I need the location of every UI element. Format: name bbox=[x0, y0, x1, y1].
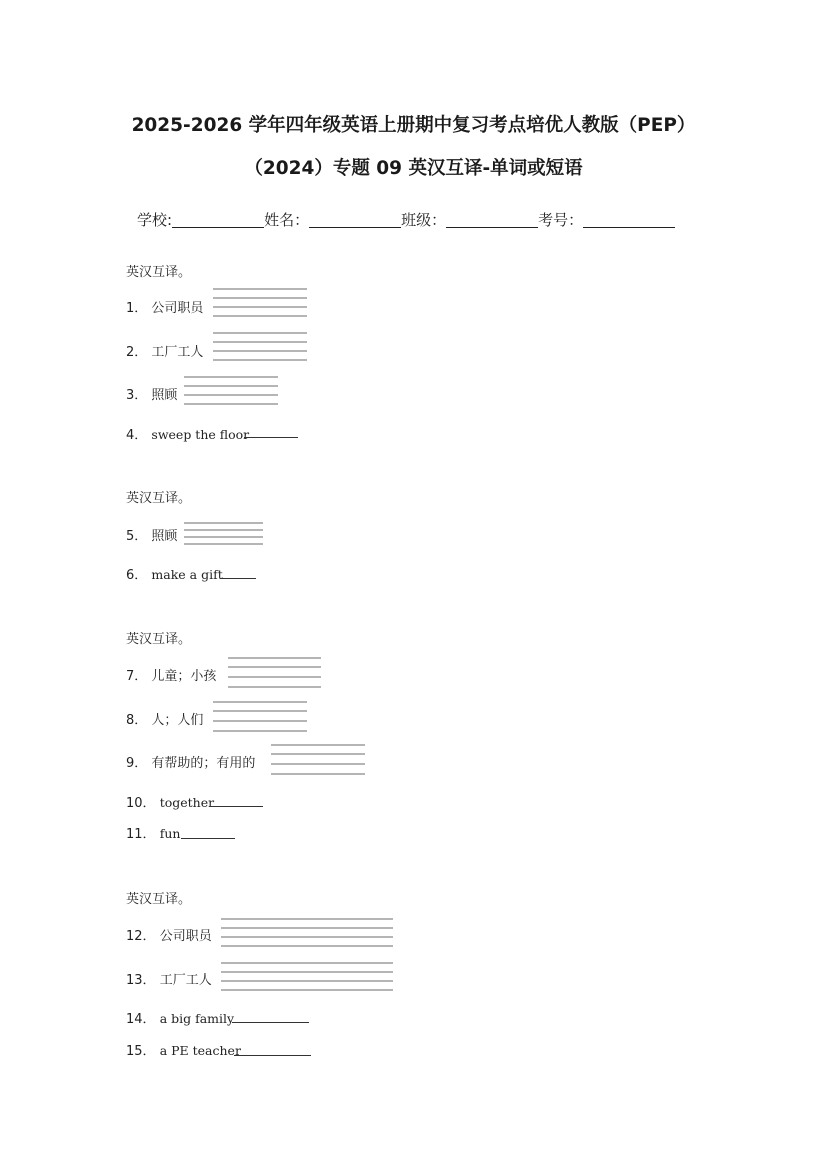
question-item bbox=[126, 384, 177, 403]
question-item bbox=[126, 752, 255, 771]
question-text: 有帮助的；有用的 bbox=[151, 756, 256, 771]
question-item bbox=[126, 925, 212, 944]
question-number: 11． bbox=[126, 827, 156, 842]
question-item bbox=[126, 341, 203, 360]
question-number: 12． bbox=[126, 929, 156, 944]
question-number: 3． bbox=[126, 388, 148, 403]
section-heading: 英汉互译。 bbox=[126, 491, 192, 506]
question-text: 公司职员 bbox=[151, 301, 204, 316]
question-text: fun bbox=[159, 826, 181, 841]
exam-number-label: 考号： bbox=[538, 211, 584, 229]
page-subtitle: （2024）专题 09 英汉互译-单词或短语 bbox=[244, 158, 583, 179]
question-item bbox=[126, 1008, 234, 1027]
section-heading: 英汉互译。 bbox=[126, 632, 192, 647]
question-number: 5． bbox=[126, 529, 148, 544]
answer-blank[interactable] bbox=[220, 578, 256, 579]
question-text: a big family bbox=[159, 1011, 235, 1026]
question-item bbox=[126, 709, 203, 728]
question-item bbox=[126, 1040, 241, 1059]
question-text: 儿童；小孩 bbox=[151, 669, 217, 684]
question-number: 15． bbox=[126, 1044, 156, 1059]
question-text: 照顾 bbox=[151, 529, 178, 544]
question-number: 6． bbox=[126, 568, 148, 583]
name-label: 姓名： bbox=[264, 211, 310, 229]
school-blank[interactable] bbox=[172, 212, 264, 228]
question-number: 14． bbox=[126, 1012, 156, 1027]
answer-blank[interactable] bbox=[181, 838, 235, 839]
question-item bbox=[126, 823, 180, 842]
question-number: 10． bbox=[126, 796, 156, 811]
section-heading: 英汉互译。 bbox=[126, 265, 192, 280]
question-number: 8． bbox=[126, 713, 148, 728]
class-label: 班级： bbox=[401, 211, 447, 229]
question-text: 公司职员 bbox=[159, 929, 212, 944]
school-label: 学校: bbox=[137, 211, 173, 229]
question-item bbox=[126, 297, 203, 316]
exam-number-blank[interactable] bbox=[583, 212, 675, 228]
question-number: 13． bbox=[126, 973, 156, 988]
question-number: 2． bbox=[126, 345, 148, 360]
name-blank[interactable] bbox=[309, 212, 401, 228]
question-item bbox=[126, 665, 216, 684]
question-text: 工厂工人 bbox=[159, 973, 212, 988]
question-text: a PE teacher bbox=[159, 1043, 241, 1058]
question-item bbox=[126, 969, 212, 988]
question-text: 人；人们 bbox=[151, 713, 204, 728]
question-item bbox=[126, 424, 249, 443]
question-number: 1． bbox=[126, 301, 148, 316]
student-info-row bbox=[137, 209, 675, 230]
question-item bbox=[126, 564, 223, 583]
question-number: 4． bbox=[126, 428, 148, 443]
section-heading: 英汉互译。 bbox=[126, 892, 192, 907]
answer-blank[interactable] bbox=[234, 1055, 311, 1056]
question-item bbox=[126, 525, 177, 544]
question-text: 工厂工人 bbox=[151, 345, 204, 360]
question-text: make a gift bbox=[151, 567, 223, 582]
question-number: 7． bbox=[126, 669, 148, 684]
answer-blank[interactable] bbox=[232, 1022, 309, 1023]
page-title: 2025-2026 学年四年级英语上册期中复习考点培优人教版（PEP） bbox=[131, 115, 696, 136]
answer-blank[interactable] bbox=[244, 437, 298, 438]
question-text: together bbox=[159, 795, 215, 810]
answer-blank[interactable] bbox=[209, 806, 263, 807]
question-number: 9． bbox=[126, 756, 148, 771]
question-text: 照顾 bbox=[151, 388, 178, 403]
question-text: sweep the floor bbox=[151, 427, 250, 442]
question-item bbox=[126, 792, 214, 811]
class-blank[interactable] bbox=[446, 212, 538, 228]
